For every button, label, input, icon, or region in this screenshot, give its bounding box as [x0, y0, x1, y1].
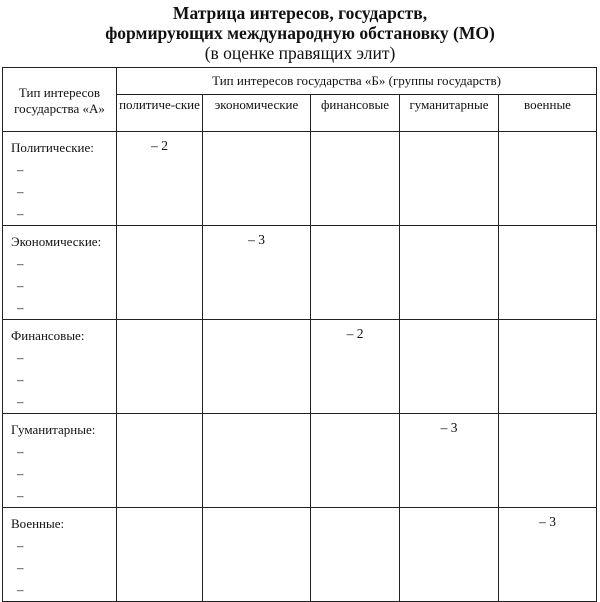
row-dash: – [17, 256, 24, 271]
row-dash: – [17, 278, 24, 293]
row-label: Экономические: [11, 234, 102, 249]
row-dash: – [17, 466, 24, 481]
row-header-financial [3, 320, 117, 414]
column-header-political: политиче-ские [117, 95, 203, 132]
matrix-cell [311, 132, 400, 226]
title-line-2: формирующих международную обстановку (МО) [105, 23, 495, 43]
row-dash: – [17, 206, 24, 221]
cell-value: – 2 [151, 138, 168, 153]
matrix-cell [117, 414, 203, 508]
title-block [0, 3, 600, 63]
row-dash: – [17, 300, 24, 315]
row-label: Гуманитарные: [11, 422, 96, 437]
matrix-cell [203, 414, 311, 508]
group-header: Тип интересов государства «Б» (группы государств) [117, 68, 597, 95]
matrix-cell [499, 226, 597, 320]
column-header-financial: финансовые [311, 95, 400, 132]
title-line-1: Матрица интересов, государств, [172, 3, 428, 23]
row-dash: – [17, 162, 24, 177]
matrix-cell [117, 132, 203, 226]
matrix-cell [203, 226, 311, 320]
interest-matrix-table [2, 67, 597, 602]
column-header-humanitarian: гуманитарные [400, 95, 499, 132]
row-dash: – [17, 372, 24, 387]
matrix-cell [203, 320, 311, 414]
matrix-cell [117, 320, 203, 414]
table-row [3, 320, 597, 414]
cell-value: – 2 [346, 326, 364, 341]
matrix-cell [311, 226, 400, 320]
matrix-cell [203, 132, 311, 226]
row-dash: – [17, 350, 24, 365]
matrix-cell [499, 414, 597, 508]
matrix-cell [311, 414, 400, 508]
matrix-cell [400, 132, 499, 226]
row-dash: – [17, 560, 24, 575]
matrix-cell [499, 132, 597, 226]
matrix-cell [400, 508, 499, 602]
row-header-political [3, 132, 117, 226]
row-dash: – [17, 538, 24, 553]
matrix-cell [499, 320, 597, 414]
matrix-cell [311, 320, 400, 414]
table-row [3, 132, 597, 226]
matrix-cell [117, 508, 203, 602]
matrix-cell [117, 226, 203, 320]
row-dash: – [17, 184, 24, 199]
row-label: Военные: [11, 516, 65, 531]
row-header-economic [3, 226, 117, 320]
table-row [3, 508, 597, 602]
matrix-cell [203, 508, 311, 602]
matrix-cell [499, 508, 597, 602]
header-row-group [3, 68, 597, 95]
row-dash: – [17, 582, 24, 597]
row-dash: – [17, 394, 24, 409]
matrix-cell [400, 414, 499, 508]
title-line-3: (в оценке правящих элит) [204, 43, 396, 63]
column-header-economic: экономические [203, 95, 311, 132]
matrix-cell [311, 508, 400, 602]
cell-value: – 3 [440, 420, 458, 435]
row-header-humanitarian [3, 414, 117, 508]
row-dash: – [17, 488, 24, 503]
row-header-military [3, 508, 117, 602]
corner-header: Тип интересов государства «А» [3, 68, 117, 132]
table-row [3, 414, 597, 508]
cell-value: – 3 [539, 514, 556, 529]
row-dash: – [17, 444, 24, 459]
row-label: Финансовые: [11, 328, 85, 343]
cell-value: – 3 [248, 232, 265, 247]
matrix-cell [400, 226, 499, 320]
table-row [3, 226, 597, 320]
row-label: Политические: [11, 140, 94, 155]
matrix-cell [400, 320, 499, 414]
column-header-military: военные [499, 95, 597, 132]
